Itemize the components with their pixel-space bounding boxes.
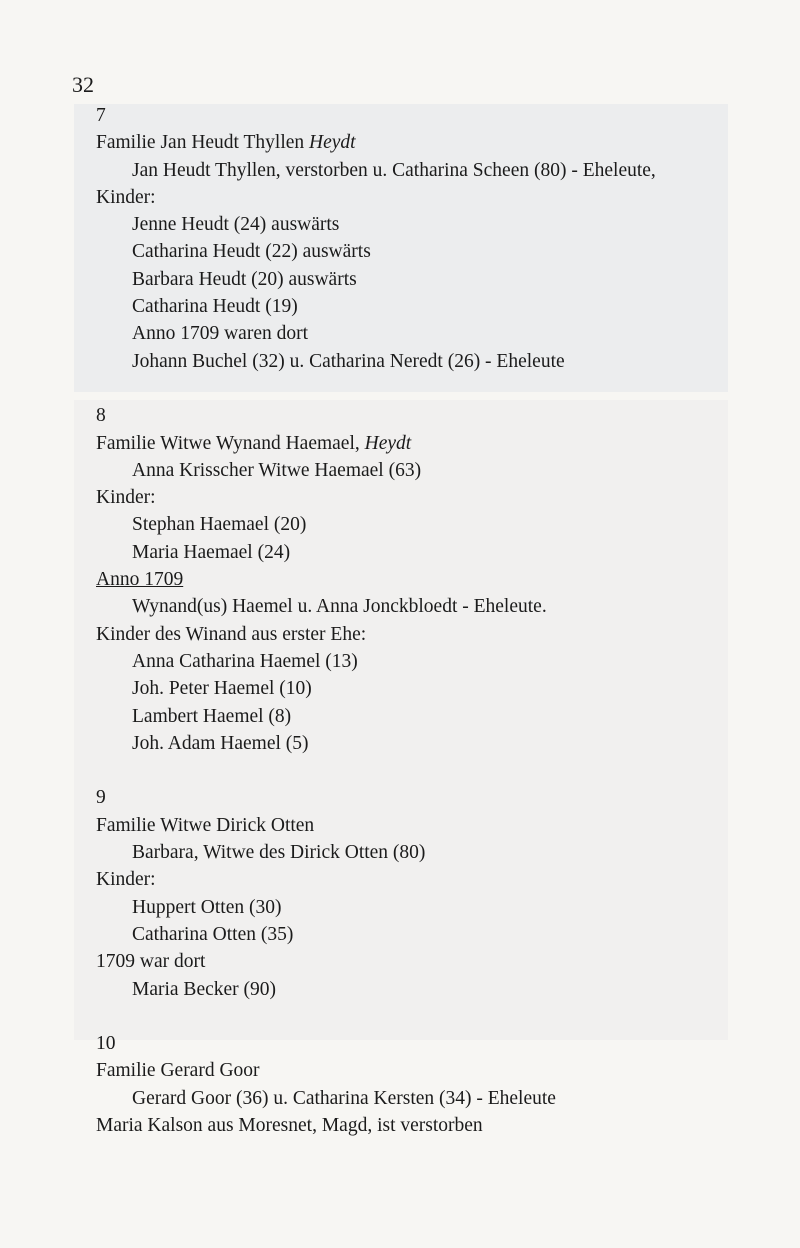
line-text: Lambert Haemel (8) xyxy=(132,705,292,727)
line-text: Familie Witwe Dirick Otten xyxy=(96,814,315,836)
line-text: Gerard Goor (36) u. Catharina Kersten (34) - Eheleute xyxy=(132,1087,556,1109)
page-body xyxy=(96,102,776,1139)
text-line xyxy=(96,539,776,566)
text-line xyxy=(96,593,776,620)
text-line xyxy=(96,948,776,975)
page-number: 32 xyxy=(72,72,94,97)
text-line xyxy=(96,430,776,457)
text-line xyxy=(96,839,776,866)
text-line xyxy=(96,129,776,156)
text-line xyxy=(96,976,776,1003)
line-text: Familie Gerard Goor xyxy=(96,1060,260,1082)
line-text: Kinder des Winand aus erster Ehe: xyxy=(96,623,367,645)
line-text: Barbara Heudt (20) auswärts xyxy=(132,268,357,290)
section-number: 10 xyxy=(96,1033,116,1055)
text-line xyxy=(96,293,776,320)
section-number: 9 xyxy=(96,787,106,809)
text-line xyxy=(96,703,776,730)
text-line xyxy=(96,1112,776,1139)
line-text: Kinder: xyxy=(96,869,156,891)
text-line xyxy=(96,511,776,538)
line-text: Jan Heudt Thyllen, verstorben u. Catharina Scheen (80) - Eheleute, xyxy=(132,159,656,181)
section-gap xyxy=(96,1003,776,1030)
line-text: Jenne Heudt (24) auswärts xyxy=(132,214,340,236)
text-line xyxy=(96,675,776,702)
line-text: Barbara, Witwe des Dirick Otten (80) xyxy=(132,842,426,864)
text-line xyxy=(96,484,776,511)
text-line xyxy=(96,566,776,593)
line-text: Kinder: xyxy=(96,186,156,208)
section-gap xyxy=(96,375,776,402)
line-text: Huppert Otten (30) xyxy=(132,896,282,918)
section-number: 8 xyxy=(96,405,106,427)
line-text: Catharina Otten (35) xyxy=(132,923,294,945)
line-text: Familie Witwe Wynand Haemael, xyxy=(96,432,360,454)
line-text: Maria Becker (90) xyxy=(132,978,277,1000)
text-line xyxy=(96,457,776,484)
text-line xyxy=(96,266,776,293)
section-number: 7 xyxy=(96,105,106,126)
line-text: Catharina Heudt (19) xyxy=(132,296,298,318)
line-text: Maria Kalson aus Moresnet, Magd, ist verstorben xyxy=(96,1114,483,1136)
line-text: Maria Haemael (24) xyxy=(132,541,291,563)
text-line xyxy=(96,320,776,347)
text-line xyxy=(96,348,776,375)
line-text: 1709 war dort xyxy=(96,951,206,973)
text-line xyxy=(96,648,776,675)
line-text: Wynand(us) Haemel u. Anna Jonckbloedt - Eheleute. xyxy=(132,596,547,618)
line-text: Familie Jan Heudt Thyllen xyxy=(96,132,305,154)
text-line xyxy=(96,184,776,211)
line-text: Anna Krisscher Witwe Haemael (63) xyxy=(132,459,422,481)
text-line xyxy=(96,211,776,238)
text-line xyxy=(96,621,776,648)
line-text: Johann Buchel (32) u. Catharina Neredt (26) - Eheleute xyxy=(132,350,565,372)
section-gap xyxy=(96,757,776,784)
line-text: Joh. Peter Haemel (10) xyxy=(132,678,312,700)
italic-surname: Heydt xyxy=(364,432,412,454)
text-line xyxy=(96,866,776,893)
line-text: Kinder: xyxy=(96,487,156,509)
text-line xyxy=(96,730,776,757)
text-line xyxy=(96,921,776,948)
text-line xyxy=(96,812,776,839)
line-text: Anno 1709 waren dort xyxy=(132,323,309,345)
text-line xyxy=(96,1085,776,1112)
line-text: Stephan Haemael (20) xyxy=(132,514,307,536)
line-text: Anna Catharina Haemel (13) xyxy=(132,650,358,672)
text-line xyxy=(96,157,776,184)
text-line xyxy=(96,1057,776,1084)
text-line xyxy=(96,894,776,921)
text-line xyxy=(96,238,776,265)
line-text: Catharina Heudt (22) auswärts xyxy=(132,241,371,263)
italic-surname: Heydt xyxy=(309,132,356,154)
line-text: Joh. Adam Haemel (5) xyxy=(132,732,309,754)
line-text: Anno 1709 xyxy=(96,569,184,591)
